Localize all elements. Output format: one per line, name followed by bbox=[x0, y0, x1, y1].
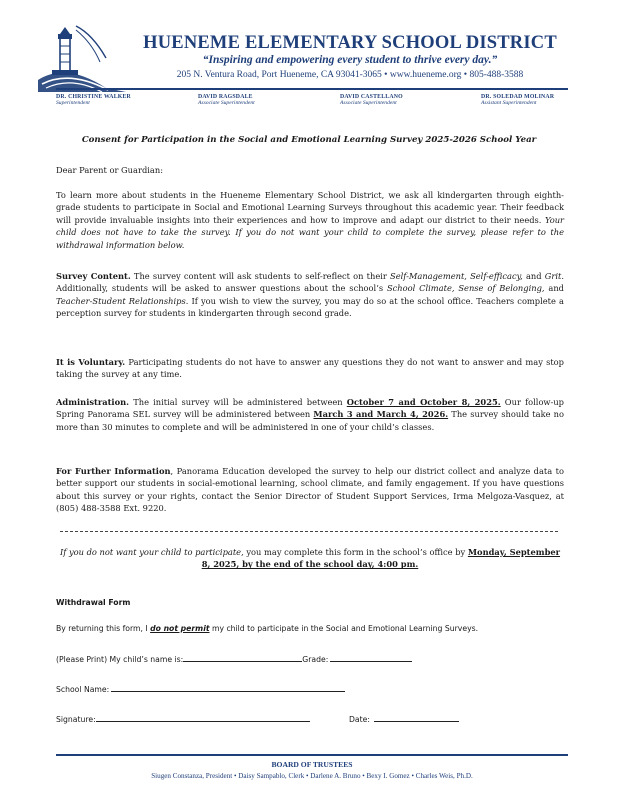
district-name: HUENEME ELEMENTARY SCHOOL DISTRICT bbox=[143, 33, 557, 53]
survey-content-term: School Climate, Sense of Belonging, bbox=[386, 283, 545, 294]
spring-survey-dates: March 3 and March 4, 2026. bbox=[313, 409, 449, 420]
administration-heading: Administration. bbox=[56, 397, 130, 407]
fall-survey-dates: October 7 and October 8, 2025. bbox=[346, 397, 501, 407]
do-not-permit-emphasis: do not permit bbox=[150, 624, 210, 633]
child-name-label: (Please Print) My child’s name is: bbox=[56, 655, 184, 664]
survey-content-term: Teacher-Student Relationships bbox=[56, 295, 186, 306]
district-motto: “Inspiring and empowering every student to thrive every day.” bbox=[202, 54, 498, 66]
intro-italic-text: Your child does not have to take the survey. If you do not want your child to complete the survey, please refer to the withdrawal information below. bbox=[56, 214, 564, 250]
statement-text: my child to participate in the Social and Emotional Learning Surveys. bbox=[209, 624, 479, 633]
staff-name: DAVID CASTELLANO bbox=[340, 94, 403, 100]
signature-label: Signature: bbox=[56, 715, 96, 724]
notice-italic: If you do not want your child to participate, bbox=[59, 547, 244, 557]
signature-field[interactable] bbox=[96, 713, 310, 722]
survey-content-paragraph bbox=[56, 270, 564, 320]
staff-name: DAVID RAGSDALE bbox=[198, 94, 253, 100]
district-address: 205 N. Ventura Road, Port Hueneme, CA 93041-3065 • www.hueneme.org • 805-488-3588 bbox=[176, 70, 524, 80]
intro-paragraph bbox=[56, 189, 564, 251]
further-info-paragraph bbox=[56, 465, 564, 515]
school-name-label: School Name: bbox=[56, 685, 110, 694]
survey-content-text: . Additionally, students will be asked to answer questions about the school’s bbox=[56, 271, 564, 294]
staff-member bbox=[481, 94, 554, 106]
intro-text: To learn more about students in the Hueneme Elementary School District, we ask all kindergarten through eighth-grade students to participate in Social and Emotional Learning Surveys throughout this academic year. Their feedback will provide invaluable insights into their experiences and how to improve and adapt our district to their needs. bbox=[56, 190, 564, 225]
statement-text: By returning this form, I bbox=[56, 624, 151, 633]
staff-member bbox=[198, 94, 255, 106]
staff-member bbox=[340, 94, 403, 106]
child-name-row bbox=[56, 653, 412, 664]
document-title: Consent for Participation in the Social and Emotional Learning Survey 2025-2026 School Year bbox=[81, 135, 537, 145]
voluntary-paragraph bbox=[56, 356, 564, 381]
school-name-field[interactable] bbox=[111, 683, 345, 692]
footer-divider bbox=[56, 754, 568, 756]
notice-text: you may complete this form in the school’s office by bbox=[243, 547, 468, 557]
administration-paragraph bbox=[56, 396, 564, 433]
staff-title: Assistant Superintendent bbox=[481, 100, 537, 106]
withdrawal-notice bbox=[56, 546, 564, 571]
board-heading: BOARD OF TRUSTEES bbox=[271, 760, 353, 769]
date-label: Date: bbox=[349, 715, 370, 724]
survey-content-term: Grit bbox=[544, 271, 562, 281]
staff-title: Associate Superintendent bbox=[198, 100, 255, 106]
survey-content-text: . If you wish to view the survey, you may do so at the school office. Teachers complete a perception survey for students in kindergarten through second grade. bbox=[56, 295, 564, 319]
survey-content-text: and bbox=[522, 271, 545, 281]
staff-name: DR. CHRISTINE WALKER bbox=[56, 94, 131, 100]
further-info-text: , Panorama Education developed the survey to help our district collect and analyze data to better support our students in social-emotional learning, school climate, and family engagement. If you have questions about this survey or your rights, contact the Senior Director of Student Support Services, Irma Melgoza-Vasquez, at (805) 488-3588 Ext. 9220. bbox=[56, 466, 565, 514]
district-lighthouse-logo bbox=[36, 22, 128, 94]
grade-field[interactable] bbox=[330, 653, 412, 662]
cut-line-divider bbox=[60, 531, 558, 532]
staff-member bbox=[56, 94, 131, 106]
date-field[interactable] bbox=[374, 713, 459, 722]
header-divider bbox=[56, 88, 568, 90]
staff-title: Associate Superintendent bbox=[340, 100, 397, 106]
child-name-field[interactable] bbox=[183, 653, 302, 662]
survey-content-term: Self-Management, Self-efficacy, bbox=[390, 271, 523, 281]
voluntary-text: Participating students do not have to answer any questions they do not want to answer and may stop taking the survey at any time. bbox=[56, 357, 564, 380]
withdrawal-statement bbox=[56, 624, 478, 633]
staff-title: Superintendent bbox=[56, 100, 90, 106]
grade-label: Grade: bbox=[302, 655, 329, 664]
further-info-heading: For Further Information bbox=[56, 466, 171, 476]
school-name-row bbox=[56, 683, 345, 694]
administration-text: The initial survey will be administered between bbox=[129, 397, 347, 407]
withdrawal-form-heading: Withdrawal Form bbox=[56, 598, 131, 607]
voluntary-heading: It is Voluntary. bbox=[56, 357, 126, 367]
survey-content-text: and bbox=[544, 283, 564, 294]
date-row bbox=[349, 713, 459, 724]
staff-name: DR. SOLEDAD MOLINAR bbox=[481, 94, 555, 100]
withdrawal-deadline: Monday, September 8, 2025, by the end of the school day, 4:00 pm. bbox=[201, 547, 561, 570]
salutation: Dear Parent or Guardian: bbox=[56, 165, 163, 175]
administration-text: Our follow-up Spring Panorama SEL survey will be administered between bbox=[56, 397, 564, 420]
survey-content-text: The survey content will ask students to self-reflect on their bbox=[130, 271, 391, 281]
survey-content-heading: Survey Content. bbox=[56, 271, 131, 281]
administration-text: The survey should take no more than 30 minutes to complete and will be administered in one of your child’s classes. bbox=[56, 409, 565, 432]
trustees-list: Siugen Constanza, President • Daisy Sampablo, Clerk • Darlene A. Bruno • Bexy I. Gomez • Charles Weis, Ph.D. bbox=[151, 772, 473, 780]
signature-row bbox=[56, 713, 310, 724]
